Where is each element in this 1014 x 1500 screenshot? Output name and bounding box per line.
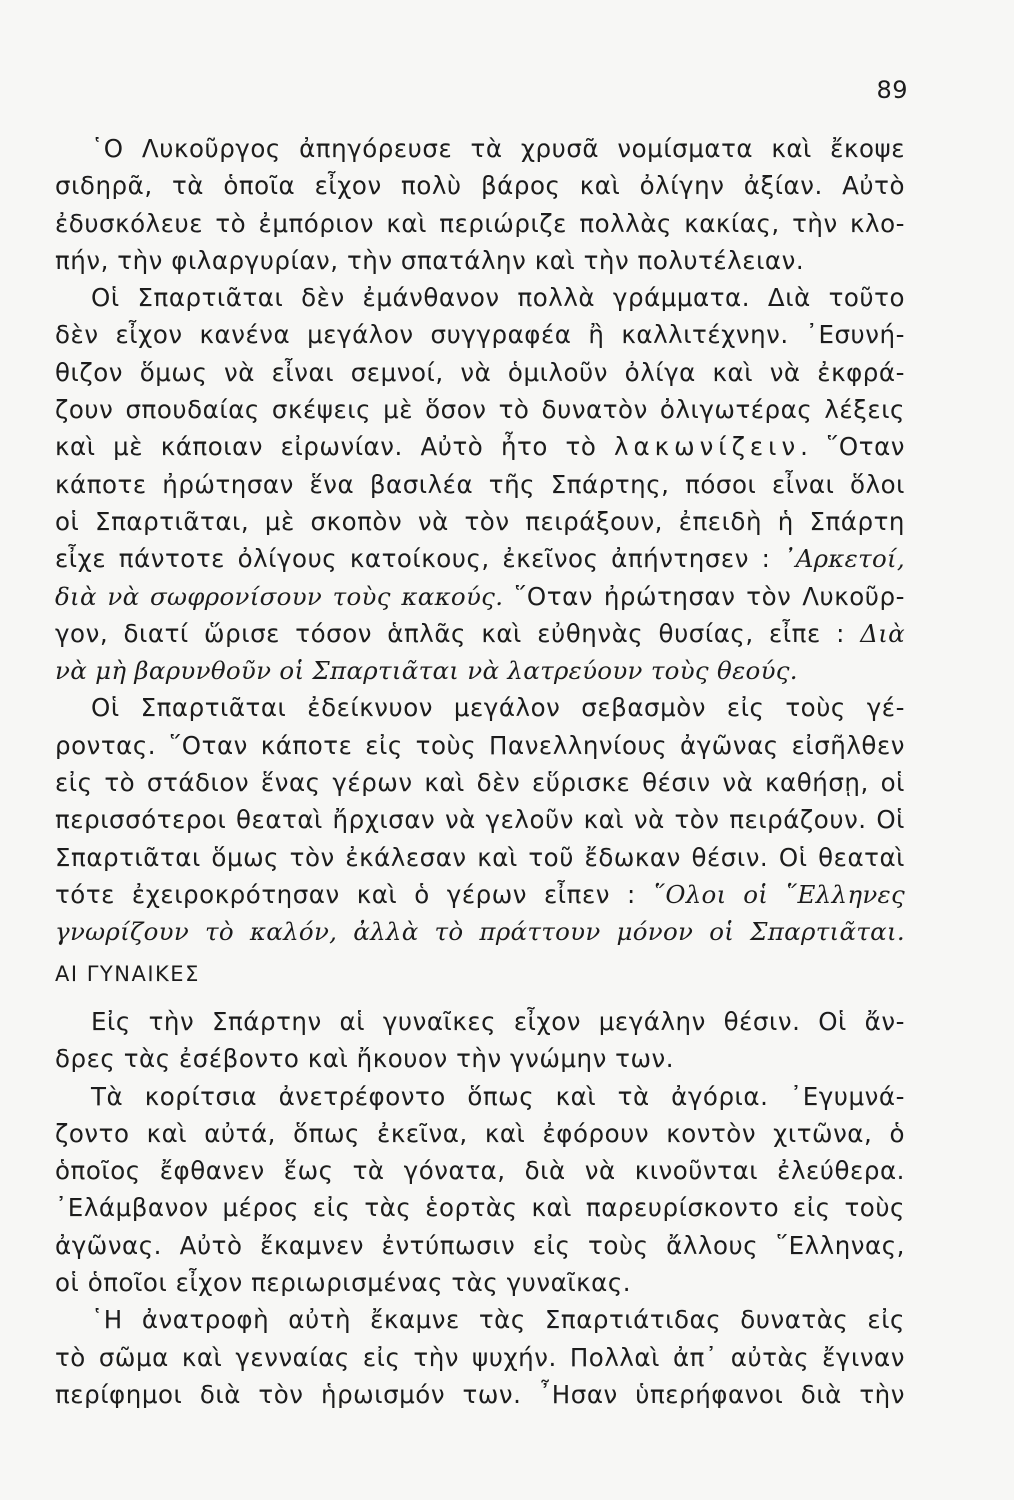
italic-quote: ῞Ολοι οἱ ῞Ελληνες — [652, 879, 905, 909]
text-segment: γον, διατί ὥρισε τόσον ἁπλᾶς καὶ εὐθηνὰς θυσίας, εἶπε : — [55, 618, 845, 648]
text-line — [55, 540, 905, 577]
text-line — [55, 913, 905, 950]
italic-quote: Διὰ — [860, 618, 905, 648]
text-line: ἀγῶνας. Αὐτὸ ἔκαμνεν ἐντύπωσιν εἰς τοὺς ἄλλους ῞Ελληνας, — [55, 1230, 905, 1260]
text-line: εἰς τὸ στάδιον ἕνας γέρων καὶ δὲν εὕρισκε θέσιν νὰ καθήσῃ, οἱ — [55, 768, 905, 798]
text-line — [55, 652, 905, 689]
text-line: ᾿Ελάμβανον μέρος εἰς τὰς ἑορτὰς καὶ παρευρίσκοντο εἰς τοὺς — [55, 1193, 905, 1223]
spaced-term: λακωνίζειν — [614, 432, 801, 462]
text-line — [55, 876, 905, 913]
text-line: κάποτε ἠρώτησαν ἕνα βασιλέα τῆς Σπάρτης, πόσοι εἶναι ὅλοι — [55, 469, 905, 499]
text-line: περίφημοι διὰ τὸν ἡρωισμόν των. ῏Ησαν ὑπερήφανοι διὰ τὴν — [55, 1379, 905, 1409]
text-line: ζοντο καὶ αὐτά, ὅπως ἐκεῖνα, καὶ ἐφόρουν κοντὸν χιτῶνα, ὁ — [55, 1118, 905, 1148]
italic-quote: διὰ νὰ σωφρονίσουν τοὺς κακούς. — [55, 581, 504, 611]
italic-quote: νὰ μὴ βαρυνθοῦν οἱ Σπαρτιᾶται νὰ λατρεύουν τοὺς θεούς. — [55, 656, 798, 686]
italic-quote: γνωρίζουν τὸ καλόν, ἀλλὰ τὸ πράττουν μόνον οἱ Σπαρτιᾶται. — [55, 917, 905, 947]
text-segment: εἶχε πάντοτε ὀλίγους κατοίκους, ἐκεῖνος ἀπήντησεν : — [55, 544, 771, 574]
text-line: Οἱ Σπαρτιᾶται ἐδείκνυον μεγάλον σεβασμὸν εἰς τοὺς γέ- — [91, 693, 905, 723]
text-line: θιζον ὅμως νὰ εἶναι σεμνοί, νὰ ὁμιλοῦν ὀλίγα καὶ νὰ ἐκφρά- — [55, 357, 905, 387]
text-segment: καὶ μὲ κάποιαν εἰρωνίαν. Αὐτὸ ἦτο τὸ — [55, 432, 597, 462]
text-line: οἱ ὁποῖοι εἶχον περιωρισμένας τὰς γυναῖκας. — [55, 1268, 632, 1298]
text-line: ὁποῖος ἔφθανεν ἕως τὰ γόνατα, διὰ νὰ κινοῦνται ἐλεύθερα. — [55, 1156, 905, 1186]
text-line — [55, 428, 905, 465]
text-line: δρες τὰς ἐσέβοντο καὶ ἤκουον τὴν γνώμην των. — [55, 1044, 675, 1074]
text-line — [55, 578, 905, 615]
text-line: Οἱ Σπαρτιᾶται δὲν ἐμάνθανον πολλὰ γράμματα. Διὰ τοῦτο — [91, 283, 905, 313]
text-line: ροντας. ῞Οταν κάποτε εἰς τοὺς Πανελληνίους ἀγῶνας εἰσῆλθεν — [55, 730, 905, 760]
text-line: ῾Η ἀνατροφὴ αὐτὴ ἔκαμνε τὰς Σπαρτιάτιδας δυνατὰς εἰς — [91, 1305, 905, 1335]
page-number: 89 — [876, 76, 908, 104]
text-segment: . ῞Οταν — [800, 432, 906, 462]
text-line: πήν, τὴν φιλαργυρίαν, τὴν σπατάλην καὶ τὴν πολυτέλειαν. — [55, 245, 805, 275]
section-body-2 — [55, 1003, 905, 1413]
section-heading: ΑΙ ΓΥΝΑΙΚΕΣ — [55, 962, 200, 986]
text-line: Σπαρτιᾶται ὅμως τὸν ἐκάλεσαν καὶ τοῦ ἔδωκαν θέσιν. Οἱ θεαταὶ — [55, 842, 905, 872]
text-line: ζουν σπουδαίας σκέψεις μὲ ὅσον τὸ δυνατὸν ὀλιγωτέρας λέξεις — [55, 395, 905, 425]
text-line: οἱ Σπαρτιᾶται, μὲ σκοπὸν νὰ τὸν πειράξουν, ἐπειδὴ ἡ Σπάρτη — [55, 506, 905, 536]
text-line: περισσότεροι θεαταὶ ἤρχισαν νὰ γελοῦν καὶ νὰ τὸν πειράζουν. Οἱ — [55, 805, 905, 835]
text-line: τὸ σῶμα καὶ γενναίας εἰς τὴν ψυχήν. Πολλαὶ ἀπ᾿ αὐτὰς ἔγιναν — [55, 1342, 905, 1372]
text-line — [55, 615, 905, 652]
text-line: ῾Ο Λυκοῦργος ἀπηγόρευσε τὰ χρυσᾶ νομίσματα καὶ ἔκοψε — [91, 134, 905, 163]
text-segment: τότε ἐχειροκρότησαν καὶ ὁ γέρων εἶπεν : — [55, 879, 636, 909]
text-line: ἐδυσκόλευε τὸ ἐμπόριον καὶ περιώριζε πολλὰς κακίας, τὴν κλο- — [55, 208, 905, 238]
text-line: δὲν εἶχον κανένα μεγάλον συγγραφέα ἢ καλλιτέχνην. ᾿Εσυνή- — [55, 320, 905, 350]
text-segment: ῞Οταν ἠρώτησαν τὸν Λυκοῦρ- — [503, 581, 905, 611]
text-line: Εἰς τὴν Σπάρτην αἱ γυναῖκες εἶχον μεγάλην θέσιν. Οἱ ἄν- — [91, 1007, 905, 1036]
text-line: σιδηρᾶ, τὰ ὁποῖα εἶχον πολὺ βάρος καὶ ὀλίγην ἀξίαν. Αὐτὸ — [55, 171, 905, 201]
italic-quote: ᾿Αρκετοί, — [783, 544, 905, 574]
text-line: Τὰ κορίτσια ἀνετρέφοντο ὅπως καὶ τὰ ἀγόρια. ᾿Εγυμνά- — [91, 1081, 905, 1111]
section-body-1 — [55, 130, 905, 951]
